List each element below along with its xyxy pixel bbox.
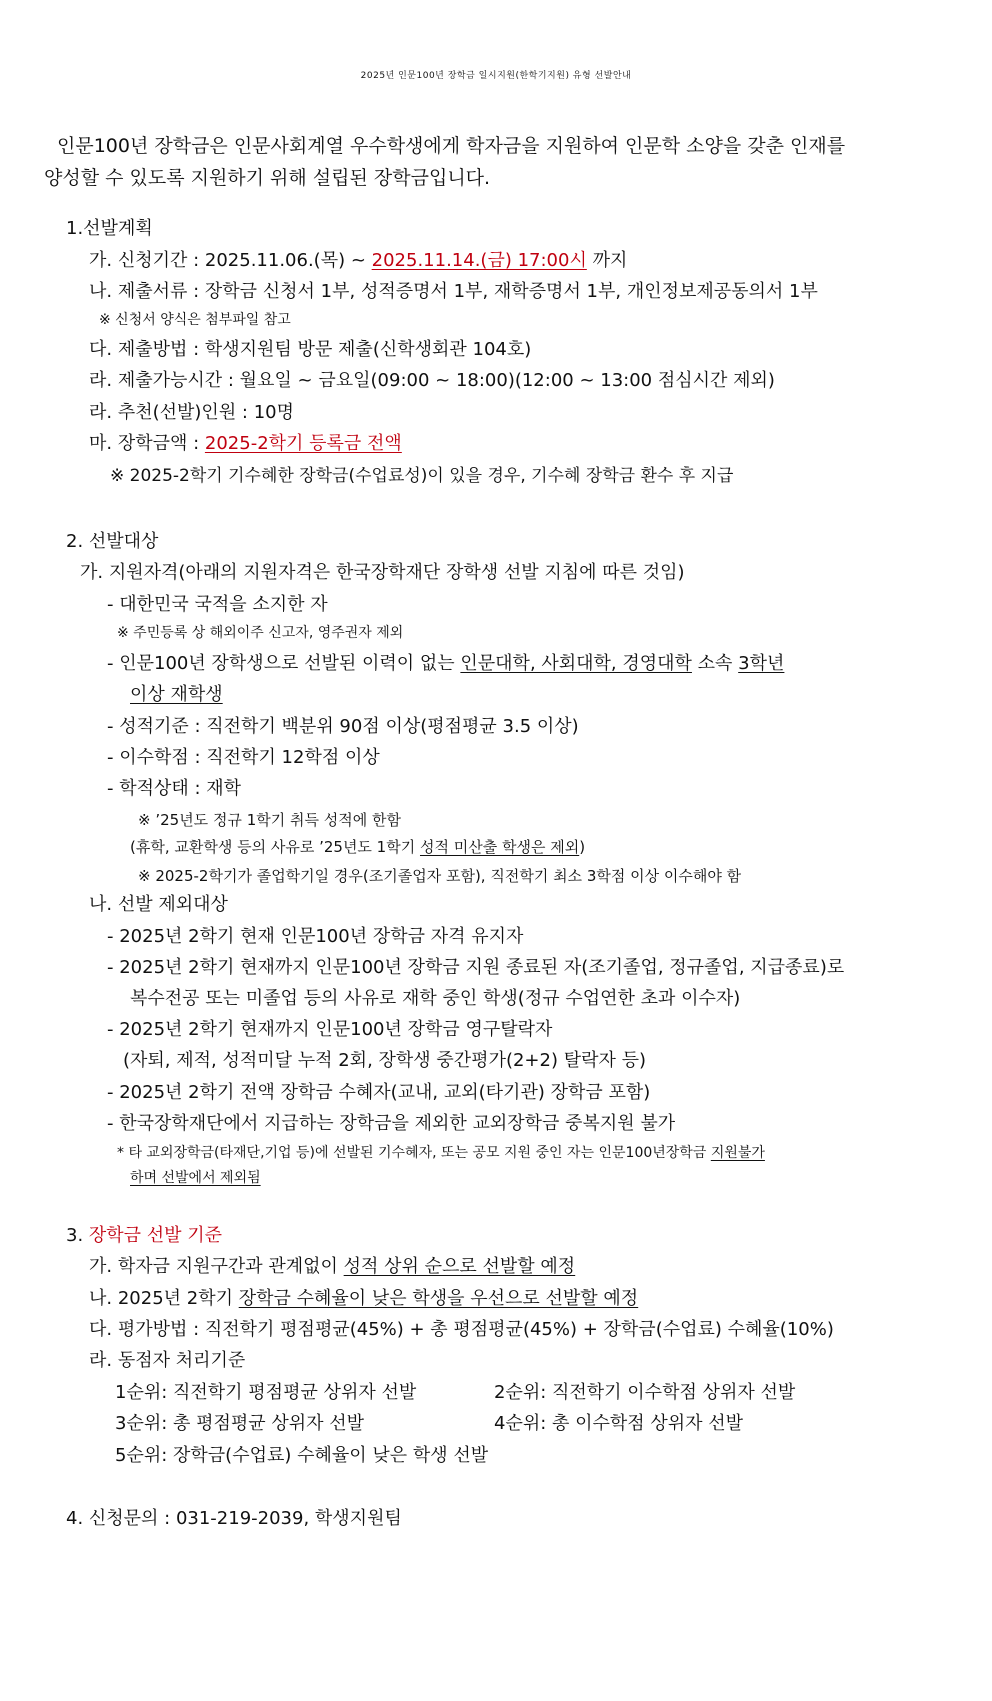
scholarship-amount: 마. 장학금액 : 2025-2학기 등록금 전액 [89, 433, 402, 454]
intro-line-2: 양성할 수 있도록 지원하기 위해 설립된 장학금입니다. [44, 167, 491, 189]
tiebreak-rank-2: 2순위: 직전학기 이수학점 상위자 선발 [494, 1382, 796, 1403]
eligibility-college: - 인문100년 장학생으로 선발된 이력이 없는 인문대학, 사회대학, 경영대학 소속 3학년 [107, 653, 785, 674]
exclusion-3: - 2025년 2학기 현재까지 인문100년 장학금 영구탈락자 [107, 1019, 553, 1040]
section-3-heading: 3. 장학금 선발 기준 [66, 1225, 223, 1246]
exclusion-4: - 2025년 2학기 전액 장학금 수혜자(교내, 교외(타기관) 장학금 포함) [107, 1082, 651, 1103]
status-note-2: (휴학, 교환학생 등의 사유로 ’25년도 1학기 성적 미산출 학생은 제외) [130, 838, 586, 856]
evaluation-method: 다. 평가방법 : 직전학기 평점평균(45%) + 총 평점평균(45%) + 장학금(수업료) 수혜율(10%) [89, 1319, 834, 1340]
page-title: 2025년 인문100년 장학금 일시지원(한학기지원) 유형 선발안내 [360, 71, 632, 81]
form-note: ※ 신청서 양식은 첨부파일 참고 [99, 312, 291, 328]
status-note-1: ※ ’25년도 정규 1학기 취득 성적에 한함 [138, 811, 401, 829]
exclusion-2: - 2025년 2학기 현재까지 인문100년 장학금 지원 종료된 자(조기졸업, 정규졸업, 지급종료)로 [107, 957, 845, 978]
submission-hours: 라. 제출가능시간 : 월요일 ~ 금요일(09:00 ~ 18:00)(12:00 ~ 13:00 점심시간 제외) [89, 370, 775, 391]
criteria-a: 가. 학자금 지원구간과 관계없이 성적 상위 순으로 선발할 예정 [89, 1256, 576, 1277]
eligibility-title: 가. 지원자격(아래의 지원자격은 한국장학재단 장학생 선발 지침에 따른 것임) [80, 562, 685, 583]
application-deadline: 2025.11.14.(금) 17:00시 [371, 250, 587, 271]
submission-method: 다. 제출방법 : 학생지원팀 방문 제출(신학생회관 104호) [89, 339, 532, 360]
eligibility-credits: - 이수학점 : 직전학기 12학점 이상 [107, 747, 380, 768]
tiebreak-rank-5: 5순위: 장학금(수업료) 수혜율이 낮은 학생 선발 [115, 1445, 489, 1466]
exclusion-5-note-line2: 하며 선발에서 제외됨 [130, 1170, 261, 1186]
application-period: 가. 신청기간 : 2025.11.06.(목) ~ 2025.11.14.(금) 17:00시 까지 [89, 250, 628, 271]
tiebreak-rank-3: 3순위: 총 평점평균 상위자 선발 [115, 1413, 365, 1434]
exclusion-5-note: * 타 교외장학금(타재단,기업 등)에 선발된 기수혜자, 또는 공모 지원 중인 자는 인문100년장학금 지원불가 [117, 1145, 765, 1161]
intro-line-1: 인문100년 장학금은 인문사회계열 우수학생에게 학자금을 지원하여 인문학 소양을 갖춘 인재를 [57, 135, 846, 157]
exclusion-3-line2: (자퇴, 제적, 성적미달 누적 2회, 장학생 중간평가(2+2) 탈락자 등) [123, 1050, 647, 1071]
eligibility-grade: - 성적기준 : 직전학기 백분위 90점 이상(평점평균 3.5 이상) [107, 716, 579, 737]
exclusion-title: 나. 선발 제외대상 [89, 894, 228, 915]
amount-note: ※ 2025-2학기 기수혜한 장학금(수업료성)이 있을 경우, 기수혜 장학금 환수 후 지급 [110, 466, 734, 486]
amount-value: 2025-2학기 등록금 전액 [204, 433, 402, 454]
tiebreak-rank-4: 4순위: 총 이수학점 상위자 선발 [494, 1413, 744, 1434]
exclusion-5: - 한국장학재단에서 지급하는 장학금을 제외한 교외장학금 중복지원 불가 [107, 1113, 676, 1134]
section-2-heading: 2. 선발대상 [66, 531, 159, 552]
exclusion-1: - 2025년 2학기 현재 인문100년 장학금 자격 유지자 [107, 926, 524, 947]
status-note-3: ※ 2025-2학기가 졸업학기일 경우(조기졸업자 포함), 직전학기 최소 3학점 이상 이수해야 함 [138, 867, 742, 885]
eligibility-nationality: - 대한민국 국적을 소지한 자 [107, 594, 328, 615]
exclusion-2-line2: 복수전공 또는 미졸업 등의 사유로 재학 중인 학생(정규 수업연한 초과 이수자) [130, 988, 741, 1009]
eligibility-status: - 학적상태 : 재학 [107, 778, 242, 799]
eligibility-college-line2: 이상 재학생 [130, 684, 223, 705]
contact-info: 4. 신청문의 : 031-219-2039, 학생지원팀 [66, 1508, 402, 1529]
selection-count: 라. 추천(선발)인원 : 10명 [89, 402, 295, 423]
section-1-heading: 1.선발계획 [66, 218, 153, 239]
criteria-b: 나. 2025년 2학기 장학금 수혜율이 낮은 학생을 우선으로 선발할 예정 [89, 1288, 639, 1309]
tiebreak-rank-1: 1순위: 직전학기 평점평균 상위자 선발 [115, 1382, 417, 1403]
tiebreak-title: 라. 동점자 처리기준 [89, 1350, 246, 1371]
nationality-note: ※ 주민등록 상 해외이주 신고자, 영주권자 제외 [117, 625, 404, 641]
required-documents: 나. 제출서류 : 장학금 신청서 1부, 성적증명서 1부, 재학증명서 1부, 개인정보제공동의서 1부 [89, 281, 818, 302]
